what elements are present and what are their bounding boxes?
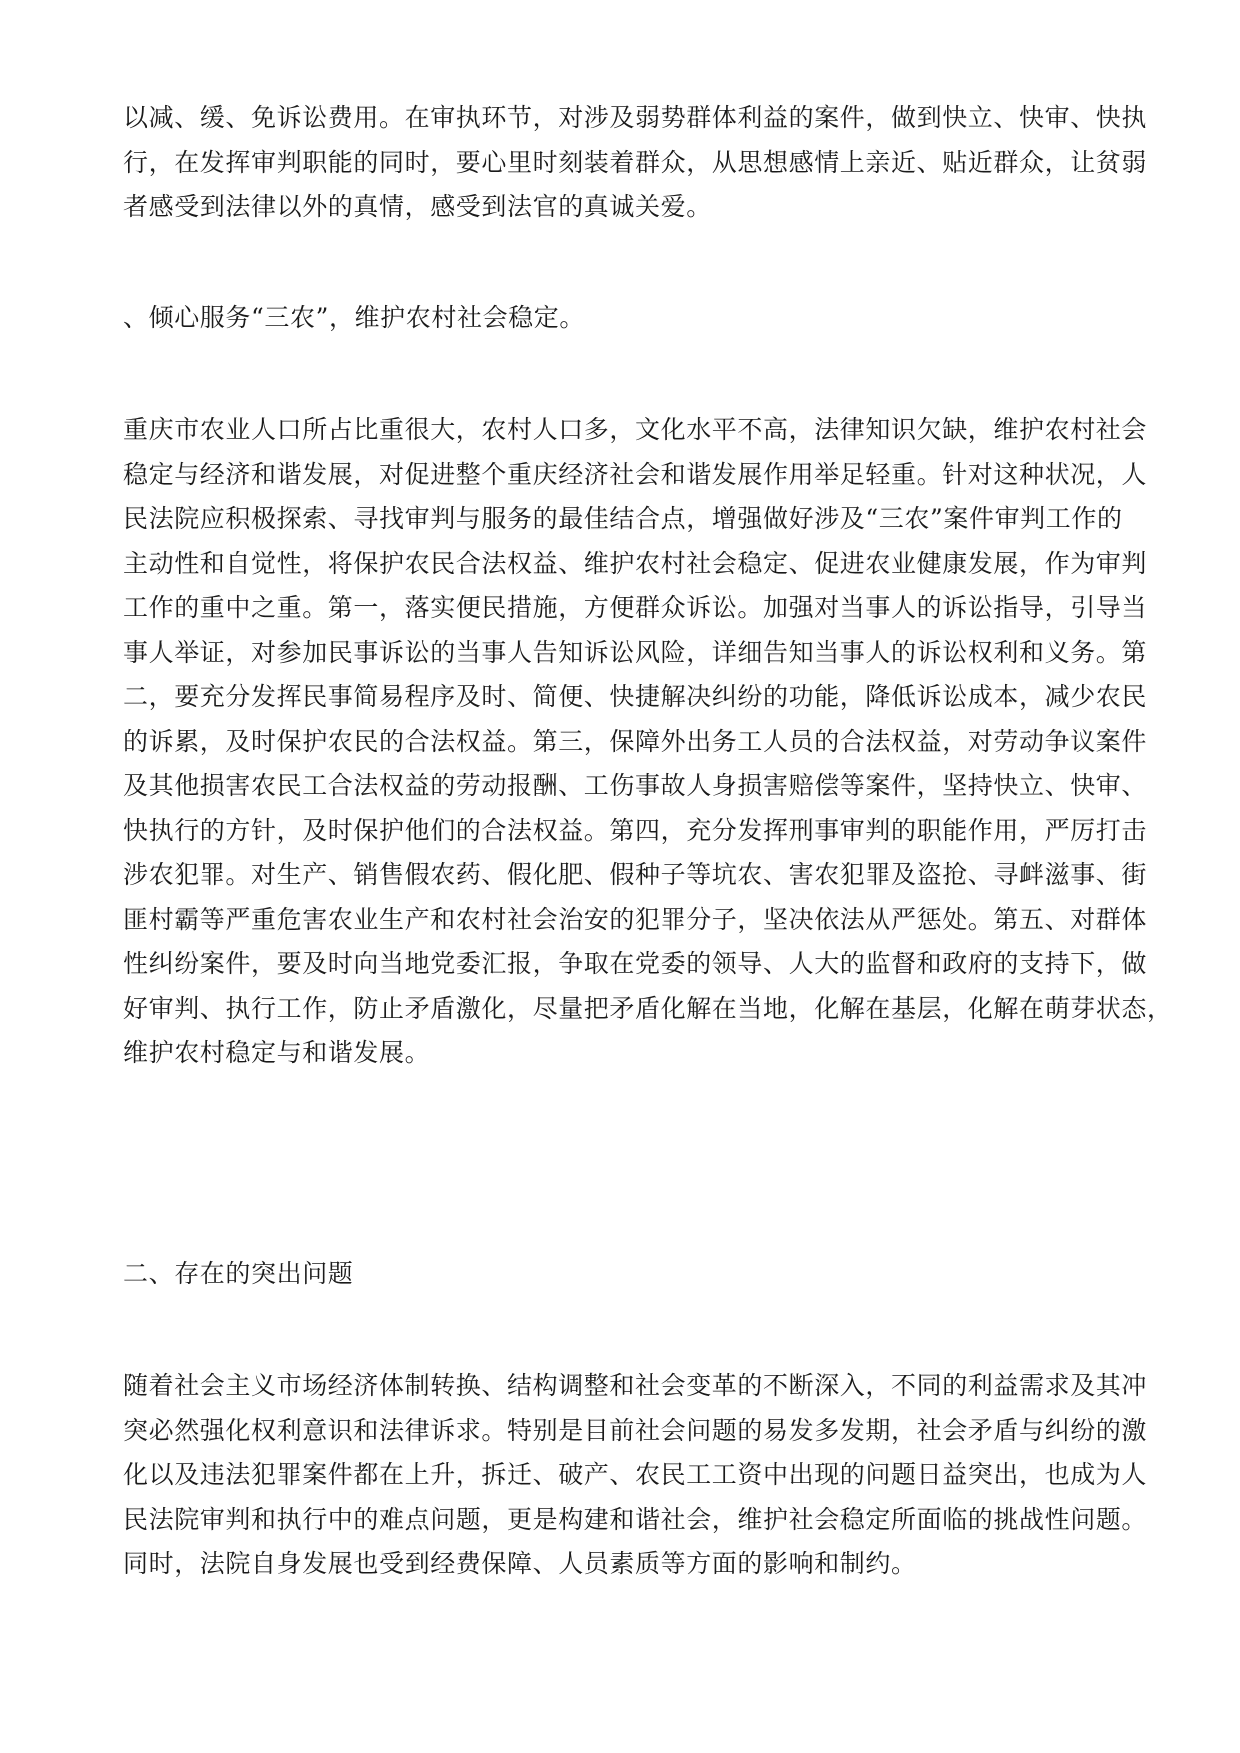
text-line: 化以及违法犯罪案件都在上升，拆迁、破产、农民工工资中出现的问题日益突出，也成为人: [123, 1460, 1148, 1489]
paragraph-1: [123, 96, 1148, 230]
heading-text: 二、存在的突出问题: [123, 1258, 354, 1288]
text-line: 二，要充分发挥民事简易程序及时、简便、快捷解决纠纷的功能，降低诉讼成本，减少农民: [123, 682, 1148, 711]
paragraph-3: [123, 1364, 1148, 1587]
text-line: 稳定与经济和谐发展，对促进整个重庆经济社会和谐发展作用举足轻重。针对这种状况，人: [123, 459, 1148, 489]
text-line: 事人举证，对参加民事诉讼的当事人告知诉讼风险，详细告知当事人的诉讼权利和义务。第: [123, 637, 1148, 667]
text-line: 好审判、执行工作，防止矛盾激化，尽量把矛盾化解在当地，化解在基层，化解在萌芽状态，: [123, 993, 1173, 1023]
text-line: 主动性和自觉性，将保护农民合法权益、维护农村社会稳定、促进农业健康发展，作为审判: [123, 548, 1148, 578]
text-line: 匪村霸等严重危害农业生产和农村社会治安的犯罪分子，坚决依法从严惩处。第五、对群体: [123, 904, 1148, 934]
text-line: 随着社会主义市场经济体制转换、结构调整和社会变革的不断深入，不同的利益需求及其冲: [123, 1371, 1148, 1400]
text-line: 及其他损害农民工合法权益的劳动报酬、工伤事故人身损害赔偿等案件，坚持快立、快审、: [123, 771, 1148, 800]
text-line: 民法院审判和执行中的难点问题，更是构建和谐社会，维护社会稳定所面临的挑战性问题。: [123, 1504, 1148, 1534]
text-line: 者感受到法律以外的真情，感受到法官的真诚关爱。: [123, 192, 712, 221]
text-line: 行，在发挥审判职能的同时，要心里时刻装着群众，从思想感情上亲近、贴近群众，让贫弱: [123, 147, 1148, 177]
text-line: 突必然强化权利意识和法律诉求。特别是目前社会问题的易发多发期，社会矛盾与纠纷的激: [123, 1415, 1148, 1445]
paragraph-2: [123, 408, 1173, 1076]
document-page: [123, 96, 1173, 1587]
heading-text: 、倾心服务“三农”，维护农村社会稳定。: [123, 302, 585, 332]
text-line: 工作的重中之重。第一，落实便民措施，方便群众诉讼。加强对当事人的诉讼指导，引导当: [123, 593, 1148, 622]
section-heading-2: [123, 1252, 1118, 1297]
text-line: 涉农犯罪。对生产、销售假农药、假化肥、假种子等坑农、害农犯罪及盗抢、寻衅滋事、街: [123, 860, 1148, 889]
text-line: 同时，法院自身发展也受到经费保障、人员素质等方面的影响和制约。: [123, 1549, 917, 1578]
text-line: 民法院应积极探索、寻找审判与服务的最佳结合点，增强做好涉及“三农”案件审判工作的: [123, 504, 1123, 533]
text-line: 重庆市农业人口所占比重很大，农村人口多，文化水平不高，法律知识欠缺，维护农村社会: [123, 415, 1148, 444]
section-heading-1: [123, 296, 1118, 341]
text-line: 的诉累，及时保护农民的合法权益。第三，保障外出务工人员的合法权益，对劳动争议案件: [123, 726, 1148, 756]
text-line: 以减、缓、免诉讼费用。在审执环节，对涉及弱势群体利益的案件，做到快立、快审、快执: [123, 103, 1148, 132]
text-line: 维护农村稳定与和谐发展。: [123, 1038, 431, 1067]
text-line: 快执行的方针，及时保护他们的合法权益。第四，充分发挥刑事审判的职能作用，严厉打击: [123, 815, 1148, 845]
text-line: 性纠纷案件，要及时向当地党委汇报，争取在党委的领导、人大的监督和政府的支持下，做: [123, 949, 1148, 978]
